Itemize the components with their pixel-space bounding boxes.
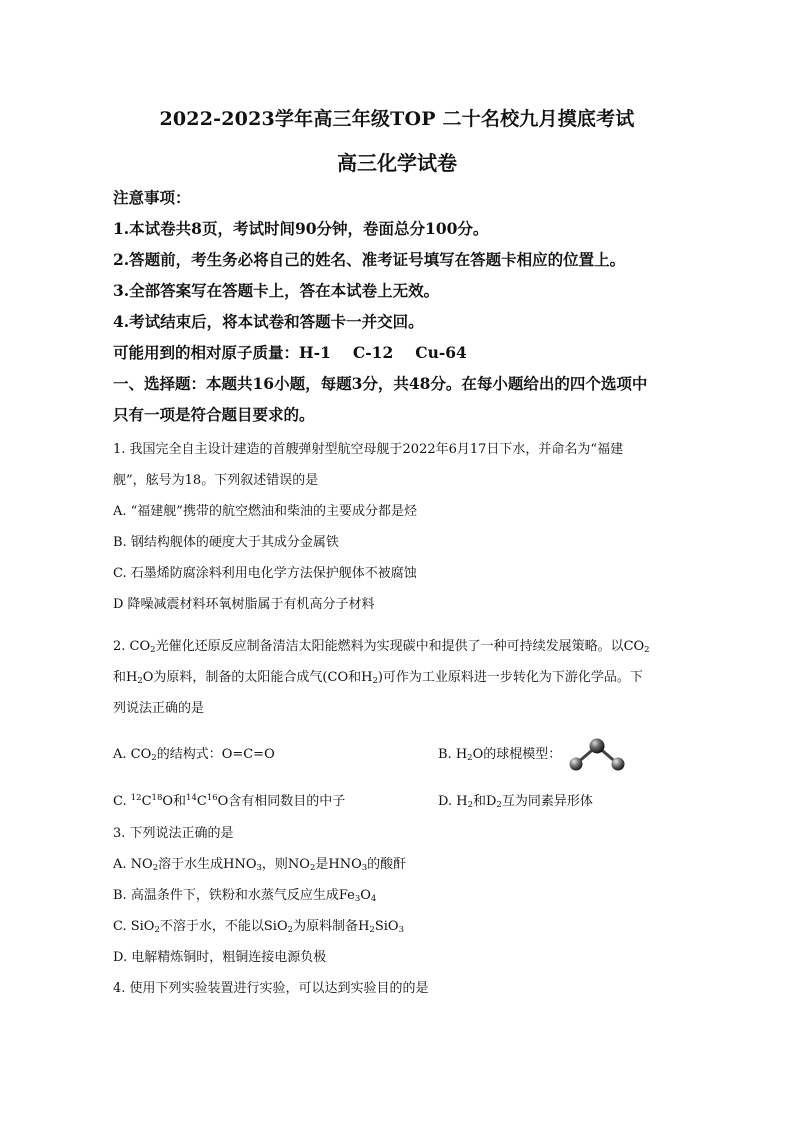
section-heading-line2: 只有一项是符合题目要求的。	[113, 405, 315, 424]
q3-option-b: B. 高温条件下，铁粉和水蒸气反应生成$Fe_3O_4$	[113, 888, 377, 904]
notice-item: 2.答题前，考生务必将自己的姓名、准考证号填写在答题卡相应的位置上。	[113, 250, 626, 269]
atomic-mass-line	[113, 341, 489, 363]
q2-option-c: C. $^{12}C^{18}O$和$^{14}C^{16}O$含有相同数目的中子	[113, 793, 346, 809]
q1-option-d: D 降噪减震材料环氧树脂属于有机高分子材料	[113, 597, 375, 612]
q2-stem-line2: 和$H_2O$为原料，制备的太阳能合成气(CO和$H_2$)可作为工业原料进一步转化为下游化学品。下	[113, 670, 643, 686]
section-heading-line1: 一、选择题：本题共16小题，每题3分，共48分。在每小题给出的四个选项中	[113, 374, 648, 393]
q3-option-a: A. $NO_2$溶于水生成$HNO_3$，则$NO_2$是$HNO_3$的酸酐	[113, 857, 407, 873]
q1-option-b: B. 钢结构舰体的硬度大于其成分金属铁	[113, 535, 339, 550]
water-ball-stick-model	[566, 735, 628, 775]
q1-option-a: A. “福建舰”携带的航空燃油和柴油的主要成分都是烃	[113, 504, 417, 519]
q1-stem-line1: 1. 我国完全自主设计建造的首艘弹射型航空母舰于2022年6月17日下水，并命名为“福建	[113, 442, 624, 457]
atomic-mass-label: 可能用到的相对原子质量：	[113, 343, 300, 362]
q4-stem: 4. 使用下列实验装置进行实验，可以达到实验目的的是	[113, 981, 429, 996]
exam-subtitle: 高三化学试卷	[337, 151, 457, 175]
q1-option-c: C. 石墨烯防腐涂料利用电化学方法保护舰体不被腐蚀	[113, 566, 417, 581]
q2-stem-line3: 列说法正确的是	[113, 701, 205, 716]
q3-stem: 3. 下列说法正确的是	[113, 826, 234, 841]
atomic-mass-c: C-12	[352, 343, 394, 362]
q2-option-d: D. $H_2$和$D_2$互为同素异形体	[438, 794, 593, 810]
atomic-mass-h: H-1	[299, 343, 331, 362]
q3-option-c: C. SiO$_2$不溶于水，不能以SiO$_2$为原料制备$H_2SiO_3$	[113, 919, 404, 935]
atomic-mass-cu: Cu-64	[415, 343, 467, 362]
notice-item: 4.考试结束后，将本试卷和答题卡一并交回。	[113, 312, 424, 331]
notice-heading: 注意事项：	[113, 188, 191, 207]
q1-stem-line2: 舰”，舷号为18。下列叙述错误的是	[113, 473, 319, 488]
q2-option-a: A. $CO_2$的结构式：O=C=O	[113, 747, 275, 763]
notice-item: 3.全部答案写在答题卡上，答在本试卷上无效。	[113, 281, 440, 300]
exam-title: 2022-2023学年高三年级TOP 二十名校九月摸底考试	[159, 108, 635, 130]
q3-option-d: D. 电解精炼铜时，粗铜连接电源负极	[113, 950, 327, 965]
notice-item: 1.本试卷共8页，考试时间90分钟，卷面总分100分。	[113, 219, 489, 238]
q2-option-b: B. $H_2O$的球棍模型：	[438, 747, 562, 763]
q2-stem-line1: 2. $CO_2$光催化还原反应制备清洁太阳能燃料为实现碳中和提供了一种可持续发展策略。以$CO_2$	[113, 639, 650, 655]
